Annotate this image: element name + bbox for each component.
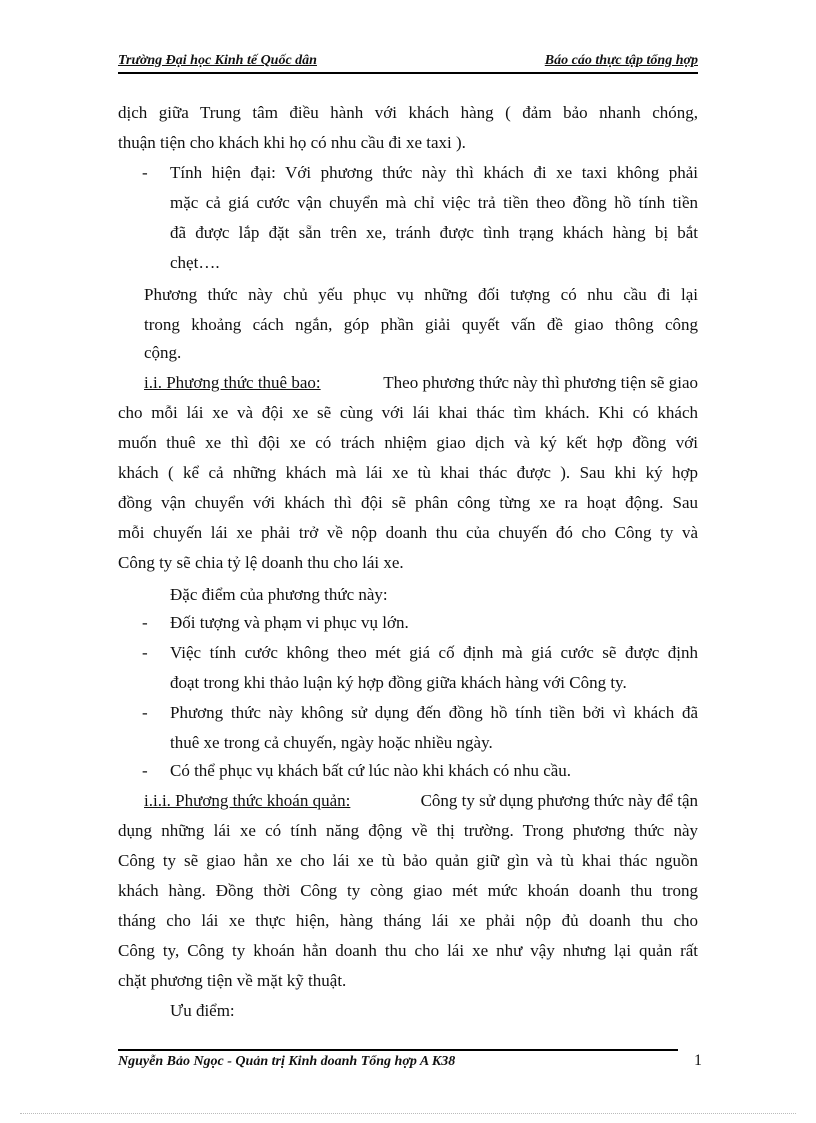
bullet-dash: - [142,163,148,182]
heading-line [144,368,698,398]
section-heading-contract: i.i.i. Phương thức khoán quản: [144,791,351,810]
text-line: đoạt trong khi thảo luận ký hợp đồng giữa khách hàng với Công ty. [170,673,627,692]
bullet-dash: - [142,703,148,722]
text-line: đã được lắp đặt sẵn trên xe, tránh được tình trạng khách hàng bị bắt [170,223,698,242]
text-line: cho mỗi lái xe và đội xe sẽ cùng với lái khai thác tìm khách. Khi có khách [118,403,698,422]
footer-author: Nguyễn Bảo Ngọc - Quản trị Kinh doanh Tổng hợp A K38 [118,1054,456,1069]
text-line: trong khoảng cách ngắn, góp phần giải quyết vấn đề giao thông công [144,315,698,334]
section-heading-subscription: i.i. Phương thức thuê bao: [144,373,321,392]
footer-divider [118,1049,678,1051]
text-line: muốn thuê xe thì đội xe có trách nhiệm giao dịch và ký kết hợp đồng với [118,433,698,452]
text-line: Đối tượng và phạm vi phục vụ lớn. [170,613,409,632]
header-report-title: Báo cáo thực tập tổng hợp [544,53,698,68]
text-line: thuận tiện cho khách khi họ có nhu cầu đi xe taxi ). [118,133,466,152]
heading-line [144,786,698,816]
text-line: Công ty sẽ giao hẳn xe cho lái xe tù bảo quản giữ gìn và tù khai thác nguồn [118,851,698,870]
bullet-dash: - [142,761,148,780]
text-line: khách hàng. Đồng thời Công ty còng giao mét mức khoán doanh thu trong [118,881,698,900]
text-line: dịch giữa Trung tâm điều hành với khách hàng ( đảm bảo nhanh chóng, [118,103,698,122]
bullet-dash: - [142,613,148,632]
text-line: Công ty sử dụng phương thức này để tận [420,791,698,810]
text-line: Công ty, Công ty khoán hẳn doanh thu cho lái xe như vậy nhưng lại quản rất [118,941,698,960]
text-line: tháng cho lái xe thực hiện, hàng tháng lái xe phải nộp đủ doanh thu cho [118,911,698,930]
text-line: Có thể phục vụ khách bất cứ lúc nào khi khách có nhu cầu. [170,761,572,780]
text-line: Phương thức này chủ yếu phục vụ những đối tượng có nhu cầu đi lại [144,285,698,304]
text-line: thuê xe trong cả chuyến, ngày hoặc nhiều ngày. [170,733,493,752]
text-line: Việc tính cước không theo mét giá cố định mà giá cước sẽ được định [170,643,698,662]
header-university: Trường Đại học Kinh tế Quốc dân [118,53,317,68]
page-header [118,48,698,74]
header-divider [118,72,698,74]
bullet-dash: - [142,643,148,662]
text-line: đồng vận chuyển với khách thì đội sẽ phân công từng xe ra hoạt động. Sau [118,493,698,512]
text-line: Công ty sẽ chia tỷ lệ doanh thu cho lái xe. [118,553,404,572]
text-line: Tính hiện đại: Với phương thức này thì khách đi xe taxi không phải [170,163,698,182]
text-line: dụng những lái xe có tính năng động về thị trường. Trong phương thức này [118,821,698,840]
text-line: Theo phương thức này thì phương tiện sẽ giao [383,373,698,392]
page-edge [20,1113,796,1114]
text-line: khách ( kể cả những khách mà lái xe tù khai thác được ). Sau khi ký hợp [118,463,698,482]
page-number: 1 [694,1052,702,1069]
text-line: Đặc điểm của phương thức này: [170,585,388,604]
text-line: Phương thức này không sử dụng đến đồng hồ tính tiền bởi vì khách đã [170,703,698,722]
text-line: chặt phương tiện về mặt kỹ thuật. [118,971,347,990]
text-line: mặc cả giá cước vận chuyển mà chỉ việc trả tiền theo đồng hồ tính tiền [170,193,698,212]
text-line: chẹt…. [170,253,220,272]
text-line: Ưu điểm: [170,1001,235,1020]
text-line: cộng. [144,343,182,362]
text-line: mỗi chuyến lái xe phải trở về nộp doanh thu của chuyến đó cho Công ty và [118,523,698,542]
